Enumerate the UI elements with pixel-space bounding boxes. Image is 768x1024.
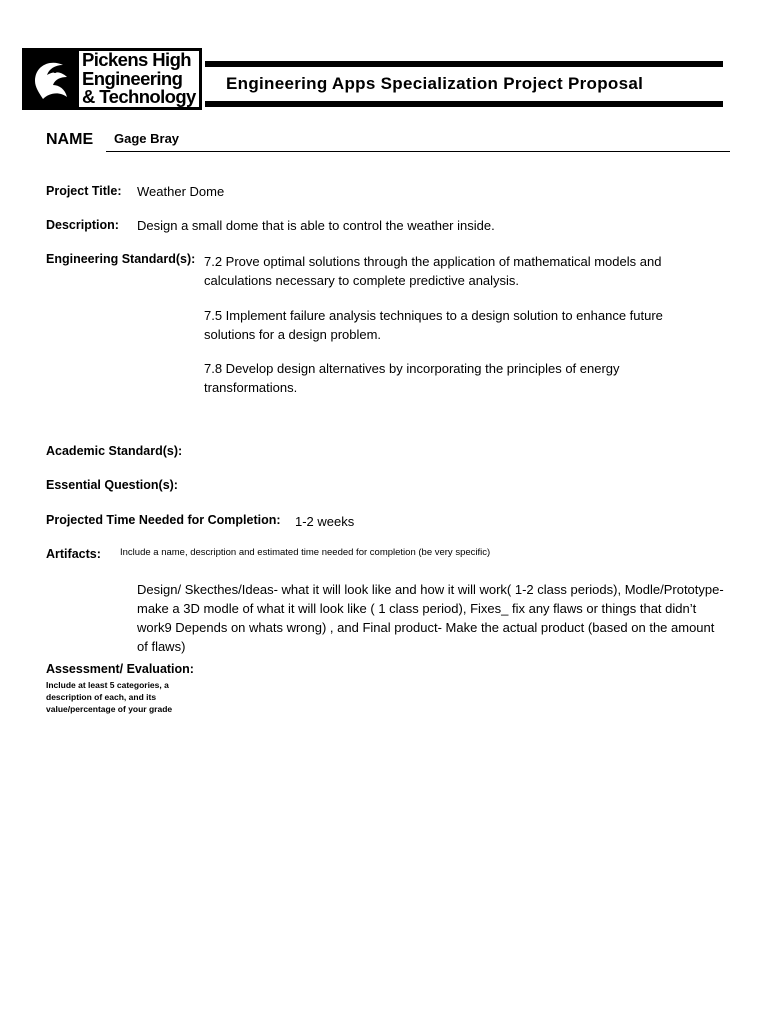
academic-standards-label: Academic Standard(s): <box>46 444 183 458</box>
engineering-standard-item: 7.5 Implement failure analysis techniques to a design solution to enhance future solutions for a design problem. <box>204 308 663 342</box>
project-title-value: Weather Dome <box>137 184 225 199</box>
artifacts-instruction: Include a name, description and estimated time needed for completion (be very specific) <box>120 547 491 558</box>
description-label: Description: <box>46 218 119 232</box>
artifacts-body: Design/ Skecthes/Ideas- what it will look like and how it will work( 1-2 class periods), Modle/Prototype- make a 3D modle of what it will look like ( 1 class period), Fixes_ fix any flaws or things that didn’t work9 Depends on whats wrong) , and Final product- Make the actual product (based on the amount of flaws) <box>137 582 724 654</box>
logo-line-2: Engineering <box>82 67 183 89</box>
school-logo <box>22 48 202 110</box>
description-value: Design a small dome that is able to control the weather inside. <box>137 218 495 233</box>
artifacts-label: Artifacts: <box>46 547 101 561</box>
project-title-label: Project Title: <box>46 184 122 198</box>
logo-text <box>82 51 196 107</box>
name-underline <box>106 151 730 152</box>
assessment-label: Assessment/ Evaluation: <box>46 662 194 676</box>
name-value: Gage Bray <box>114 131 180 146</box>
projected-time-value: 1-2 weeks <box>295 514 355 529</box>
header-rule-top <box>205 61 723 67</box>
essential-questions-label: Essential Question(s): <box>46 478 178 492</box>
logo-line-1: Pickens High <box>82 49 191 70</box>
projected-time-label: Projected Time Needed for Completion: <box>46 513 281 527</box>
name-label: NAME <box>46 131 94 148</box>
document-title: Engineering Apps Specialization Project Proposal <box>226 74 644 93</box>
assessment-instruction: Include at least 5 categories, a description of each, and its value/percentage of your grade <box>46 680 173 714</box>
header-rule-bottom <box>205 101 723 107</box>
engineering-standard-item: 7.2 Prove optimal solutions through the application of mathematical models and calculations necessary to complete predictive analysis. <box>204 254 662 288</box>
logo-line-3: & Technology <box>82 86 196 107</box>
engineering-standard-item: 7.8 Develop design alternatives by incorporating the principles of energy transformations. <box>204 361 620 395</box>
dragon-emblem-icon <box>25 51 79 107</box>
engineering-standards-label: Engineering Standard(s): <box>46 252 196 266</box>
